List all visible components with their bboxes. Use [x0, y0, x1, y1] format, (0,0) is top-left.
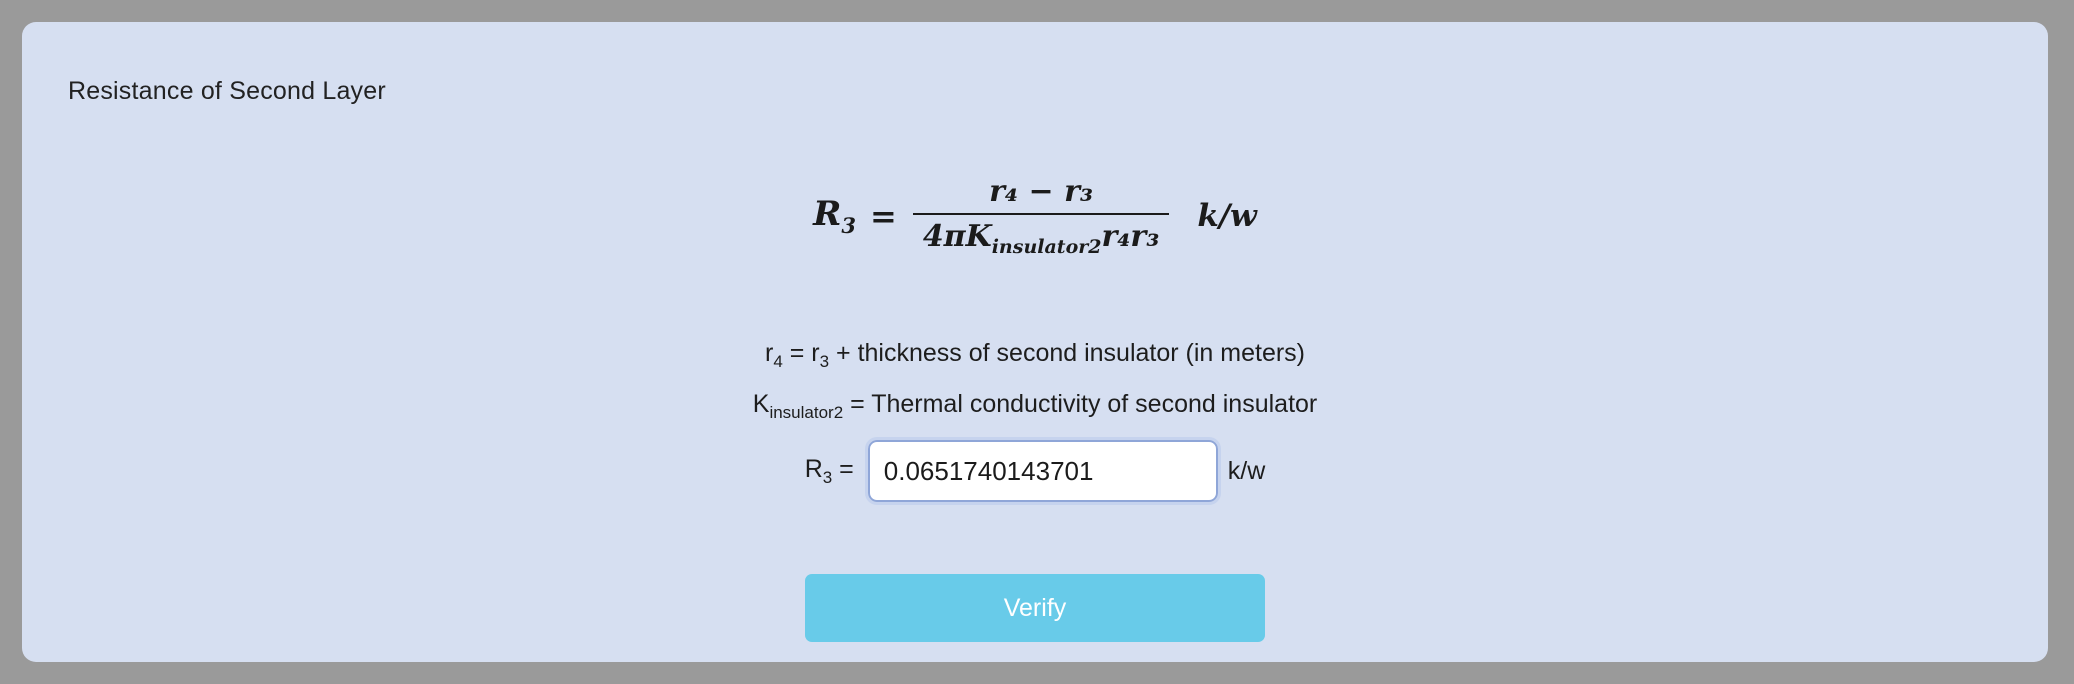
answer-input[interactable] — [868, 440, 1218, 502]
answer-unit: k/w — [1227, 456, 1266, 485]
formula-denominator — [913, 215, 1170, 258]
answer-row — [22, 440, 2048, 502]
formula-lhs — [813, 194, 856, 238]
verify-button-wrap — [22, 574, 2048, 642]
section-title: Resistance of Second Layer — [68, 77, 386, 105]
definition-text-r-subscript: 3 — [819, 352, 830, 371]
definition-line-r4 — [22, 332, 2048, 383]
answer-label — [805, 455, 854, 488]
definition-term-k: K — [752, 390, 770, 418]
verify-button[interactable]: Verify — [805, 574, 1265, 642]
definition-line-k — [22, 383, 2048, 434]
formula-numerator: r₄ − r₃ — [989, 174, 1094, 209]
denominator-subscript: insulator2 — [991, 236, 1102, 258]
exercise-panel — [22, 22, 2048, 662]
definition-text-r: = r — [782, 339, 820, 367]
formula-lhs-subscript: 3 — [841, 212, 856, 238]
answer-label-equals: = — [832, 454, 854, 483]
formula-display — [22, 174, 2048, 258]
denominator-main: 4πK — [922, 219, 992, 254]
definition-term-r: r — [765, 339, 774, 367]
definition-tail-k: = Thermal conductivity of second insulator — [843, 390, 1318, 418]
definition-term-r-subscript: 4 — [773, 352, 783, 371]
formula-fraction — [913, 174, 1170, 258]
definition-list — [22, 332, 2048, 434]
definition-term-k-subscript: insulator2 — [769, 403, 844, 422]
definition-tail-r: + thickness of second insulator (in meters) — [829, 339, 1305, 367]
denominator-tail: r₄r₃ — [1101, 219, 1160, 254]
formula-lhs-symbol: R — [813, 194, 842, 235]
answer-label-symbol: R — [804, 454, 823, 483]
formula-unit: k/w — [1197, 198, 1257, 234]
answer-label-subscript: 3 — [822, 467, 833, 487]
formula-equals: = — [870, 197, 897, 235]
